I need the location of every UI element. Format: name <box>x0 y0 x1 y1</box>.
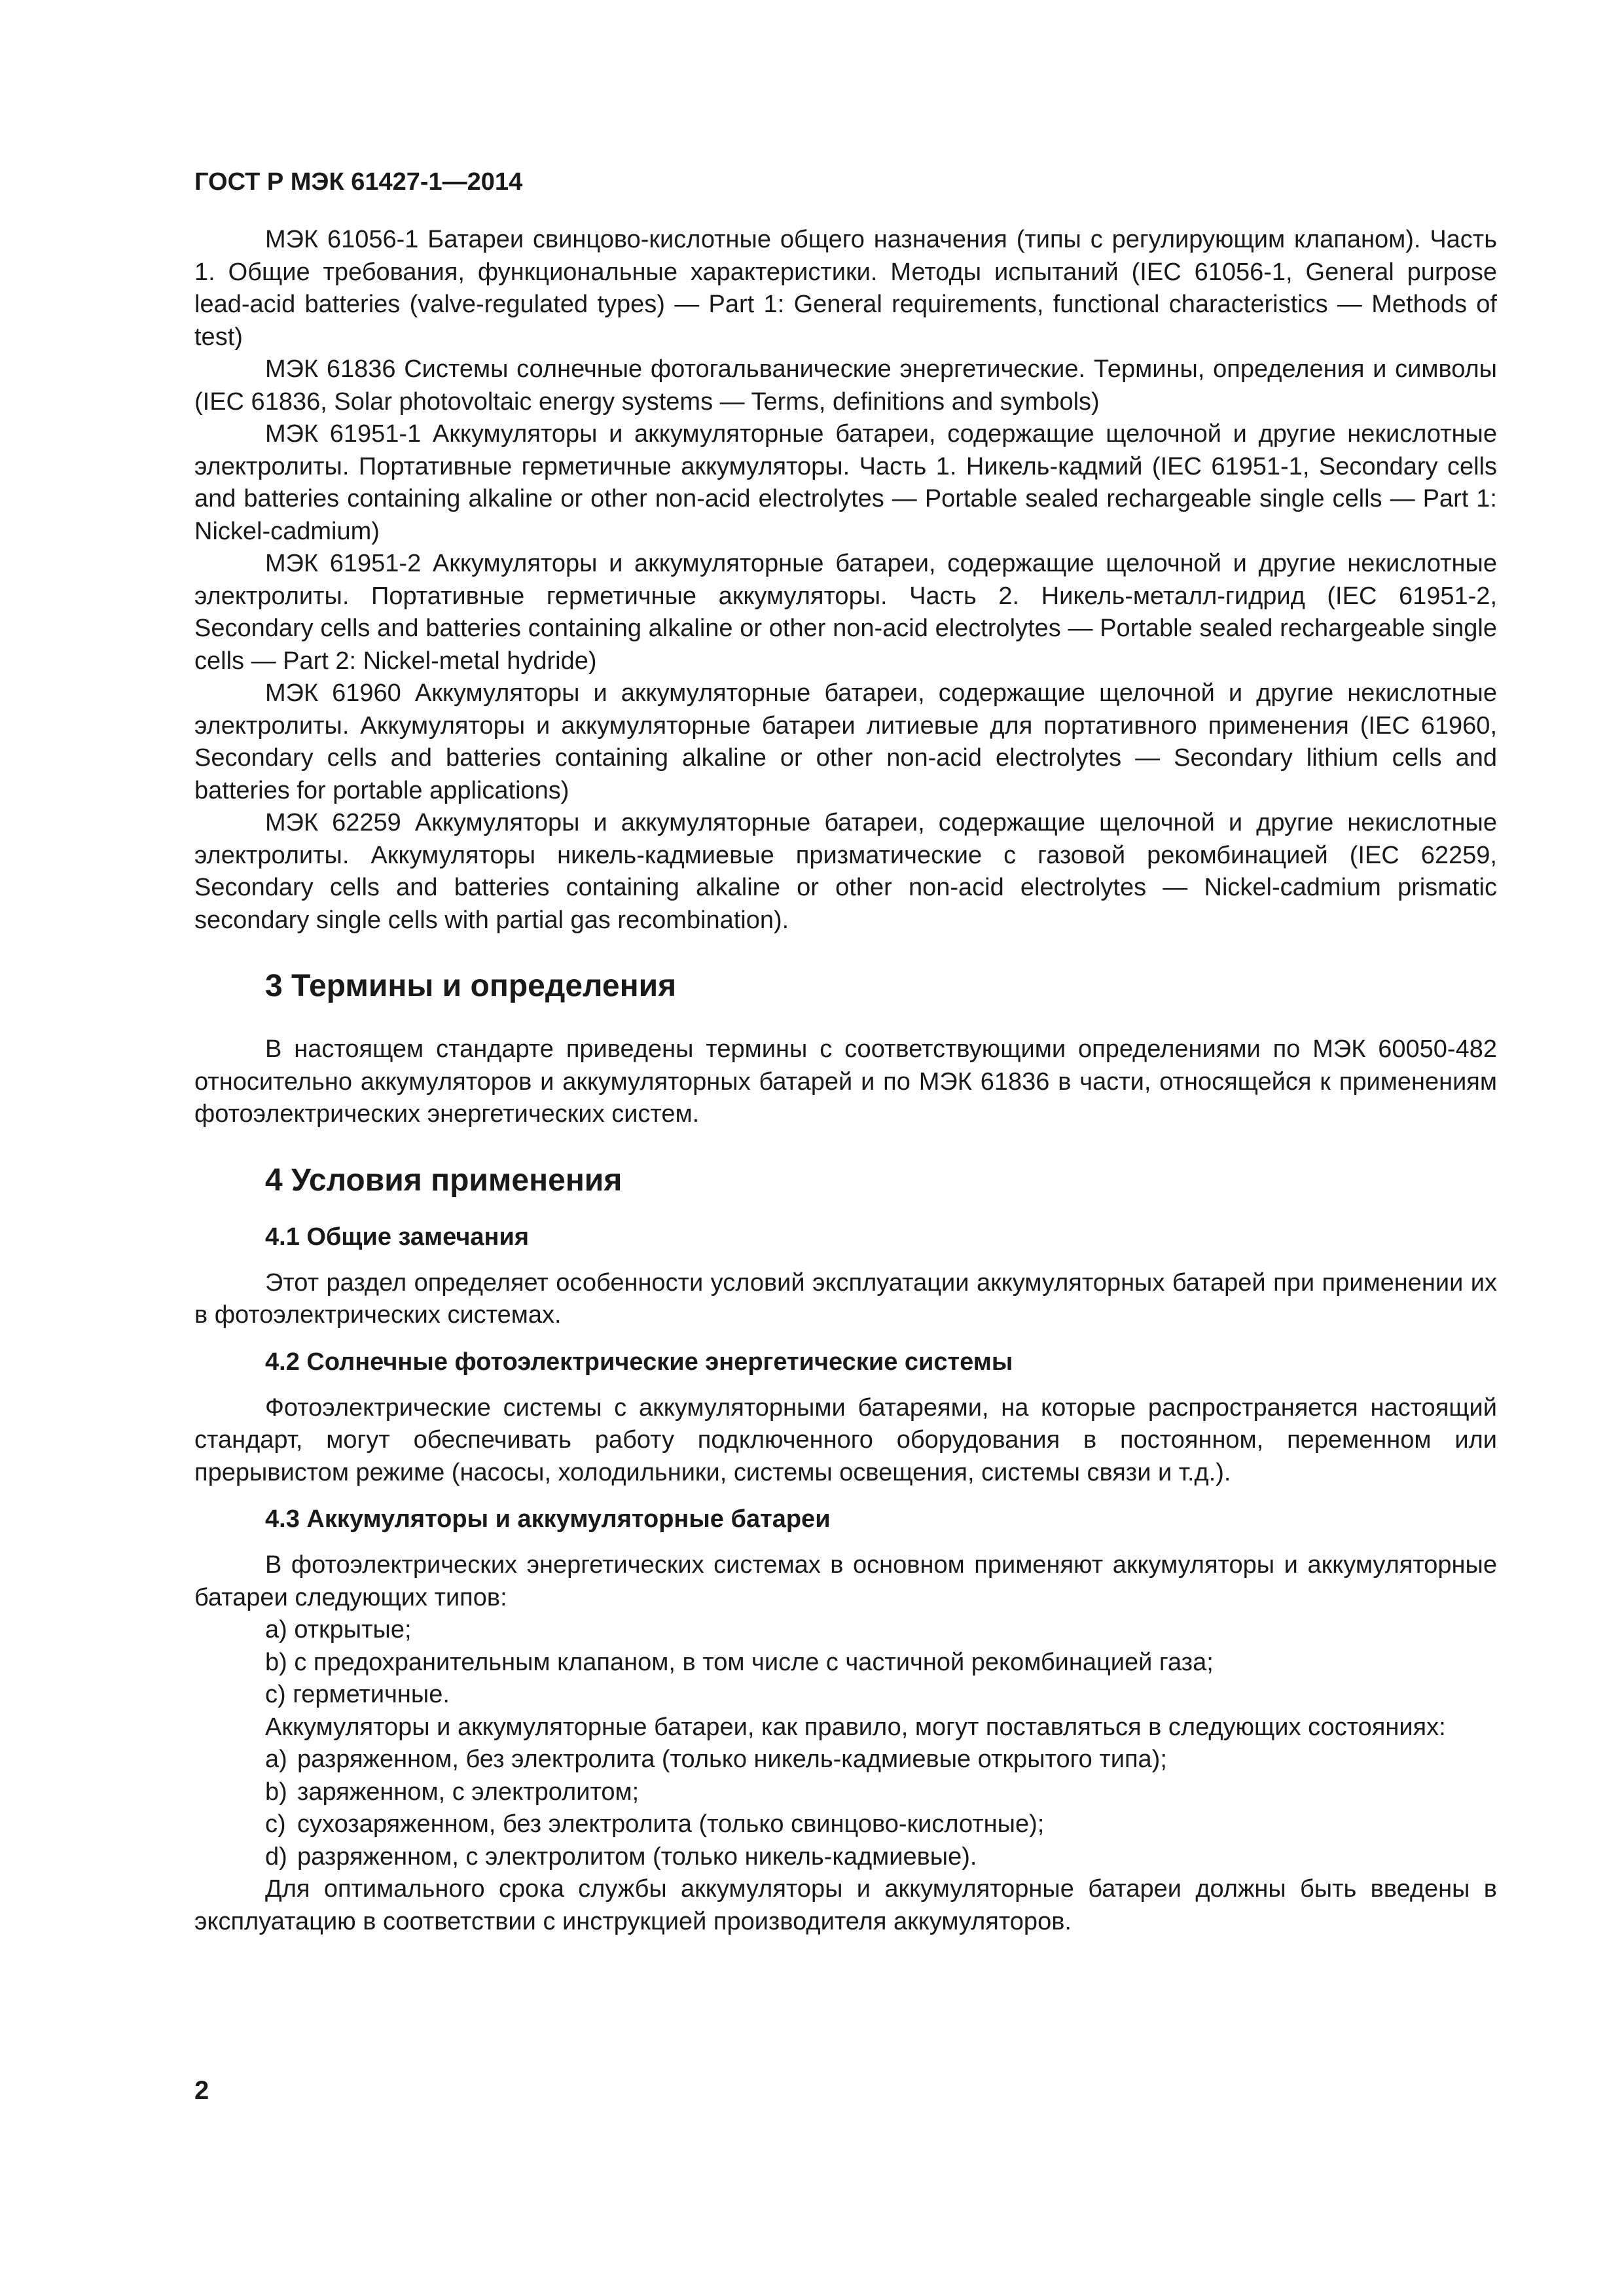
section-4-1-heading: 4.1 Общие замечания <box>265 1223 530 1251</box>
supply-state-item <box>194 1841 1497 1874</box>
supply-state-item <box>194 1808 1497 1841</box>
list-item-text: разряженном, с электролитом (только никель-кадмиевые). <box>297 1842 977 1871</box>
list-item-text: разряженном, без электролита (только никель-кадмиевые открытого типа); <box>297 1746 1167 1773</box>
section-4-3-intro: В фотоэлектрических энергетических системах в основном применяют аккумуляторы и аккумуляторные батареи следующих типов: <box>194 1551 1497 1611</box>
document-code-header: ГОСТ Р МЭК 61427-1—2014 <box>194 168 523 196</box>
reference-61951-2: МЭК 61951-2 Аккумуляторы и аккумуляторные батареи, содержащие щелочной и другие некислотные электролиты. Портативные герметичные аккумуляторы. Часть 2. Никель-металл-гидрид (IEC 61951-2, Secondary cells and batteries containing alkaline or other non-acid electrolytes — Portable sealed rechargeable single cells — Part 2: Nickel-metal hydride) <box>194 550 1497 675</box>
battery-type-item: b) с предохранительным клапаном, в том числе с частичной рекомбинацией газа; <box>265 1648 1214 1676</box>
list-item-text: заряженном, с электролитом; <box>297 1778 640 1806</box>
list-marker: b) <box>265 1778 287 1806</box>
reference-61056-1: МЭК 61056-1 Батареи свинцово-кислотные общего назначения (типы с регулирующим клапаном). Часть 1. Общие требования, функциональные характеристики. Методы испытаний (IEC 61056-1, General purpose lead-acid batteries (valve-regulated types) — Part 1: General requirements, functional characteristics — Methods of test) <box>194 226 1497 351</box>
page-number: 2 <box>194 2076 209 2105</box>
list-marker: a) <box>265 1746 287 1773</box>
reference-62259: МЭК 62259 Аккумуляторы и аккумуляторные батареи, содержащие щелочной и другие некислотные электролиты. Аккумуляторы никель-кадмиевые призматические с газовой рекомбинацией (IEC 62259, Secondary cells and batteries containing alkaline or other non-acid electrolytes — Nickel-cadmium prismatic secondary single cells with partial gas recombination). <box>194 809 1497 934</box>
reference-61951-1: МЭК 61951-1 Аккумуляторы и аккумуляторные батареи, содержащие щелочной и другие некислотные электролиты. Портативные герметичные аккумуляторы. Часть 1. Никель-кадмий (IEC 61951-1, Secondary cells and batteries containing alkaline or other non-acid electrolytes — Portable sealed rechargeable single cells — Part 1: Nickel-cadmium) <box>194 420 1497 545</box>
section-4-1-text: Этот раздел определяет особенности условий эксплуатации аккумуляторных батарей при применении их в фотоэлектрических системах. <box>194 1268 1497 1329</box>
supply-state-item <box>194 1776 1497 1809</box>
section-4-2-heading: 4.2 Солнечные фотоэлектрические энергетические системы <box>265 1348 1013 1376</box>
reference-61836: МЭК 61836 Системы солнечные фотогальванические энергетические. Термины, определения и символы (IEC 61836, Solar photovoltaic energy systems — Terms, definitions and symbols) <box>194 355 1497 416</box>
list-marker: d) <box>265 1842 287 1871</box>
list-item-text: сухозаряженном, без электролита (только свинцово-кислотные); <box>297 1810 1045 1838</box>
section-4-3-heading: 4.3 Аккумуляторы и аккумуляторные батареи <box>265 1505 831 1533</box>
section-3-heading: 3 Термины и определения <box>265 969 677 1003</box>
reference-61960: МЭК 61960 Аккумуляторы и аккумуляторные батареи, содержащие щелочной и другие некислотные электролиты. Аккумуляторы и аккумуляторные батареи литиевые для портативного применения (IEC 61960, Secondary cells and batteries containing alkaline or other non-acid electrolytes — Secondary lithium cells and batteries for portable applications) <box>194 679 1497 804</box>
page-body <box>194 224 1497 1938</box>
battery-type-item: a) открытые; <box>265 1616 412 1643</box>
section-4-3-states-intro: Аккумуляторы и аккумуляторные батареи, как правило, могут поставляться в следующих состояниях: <box>265 1713 1446 1741</box>
section-3-text: В настоящем стандарте приведены термины с соответствующими определениями по МЭК 60050-482 относительно аккумуляторов и аккумуляторных батарей и по МЭК 61836 в части, относящейся к применениям фотоэлектрических энергетических систем. <box>194 1035 1497 1128</box>
list-marker: c) <box>265 1810 286 1838</box>
section-4-2-text: Фотоэлектрические системы с аккумуляторными батареями, на которые распространяется настоящий стандарт, могут обеспечивать работу подключенного оборудования в постоянном, переменном или прерывистом режиме (насосы, холодильники, системы освещения, системы связи и т.д.). <box>194 1393 1497 1486</box>
battery-type-item: c) герметичные. <box>265 1681 450 1708</box>
supply-state-item <box>194 1744 1497 1776</box>
section-4-3-closing: Для оптимального срока службы аккумуляторы и аккумуляторные батареи должны быть введены в эксплуатацию в соответствии с инструкцией производителя аккумуляторов. <box>194 1875 1497 1935</box>
section-4-heading: 4 Условия применения <box>265 1162 623 1198</box>
